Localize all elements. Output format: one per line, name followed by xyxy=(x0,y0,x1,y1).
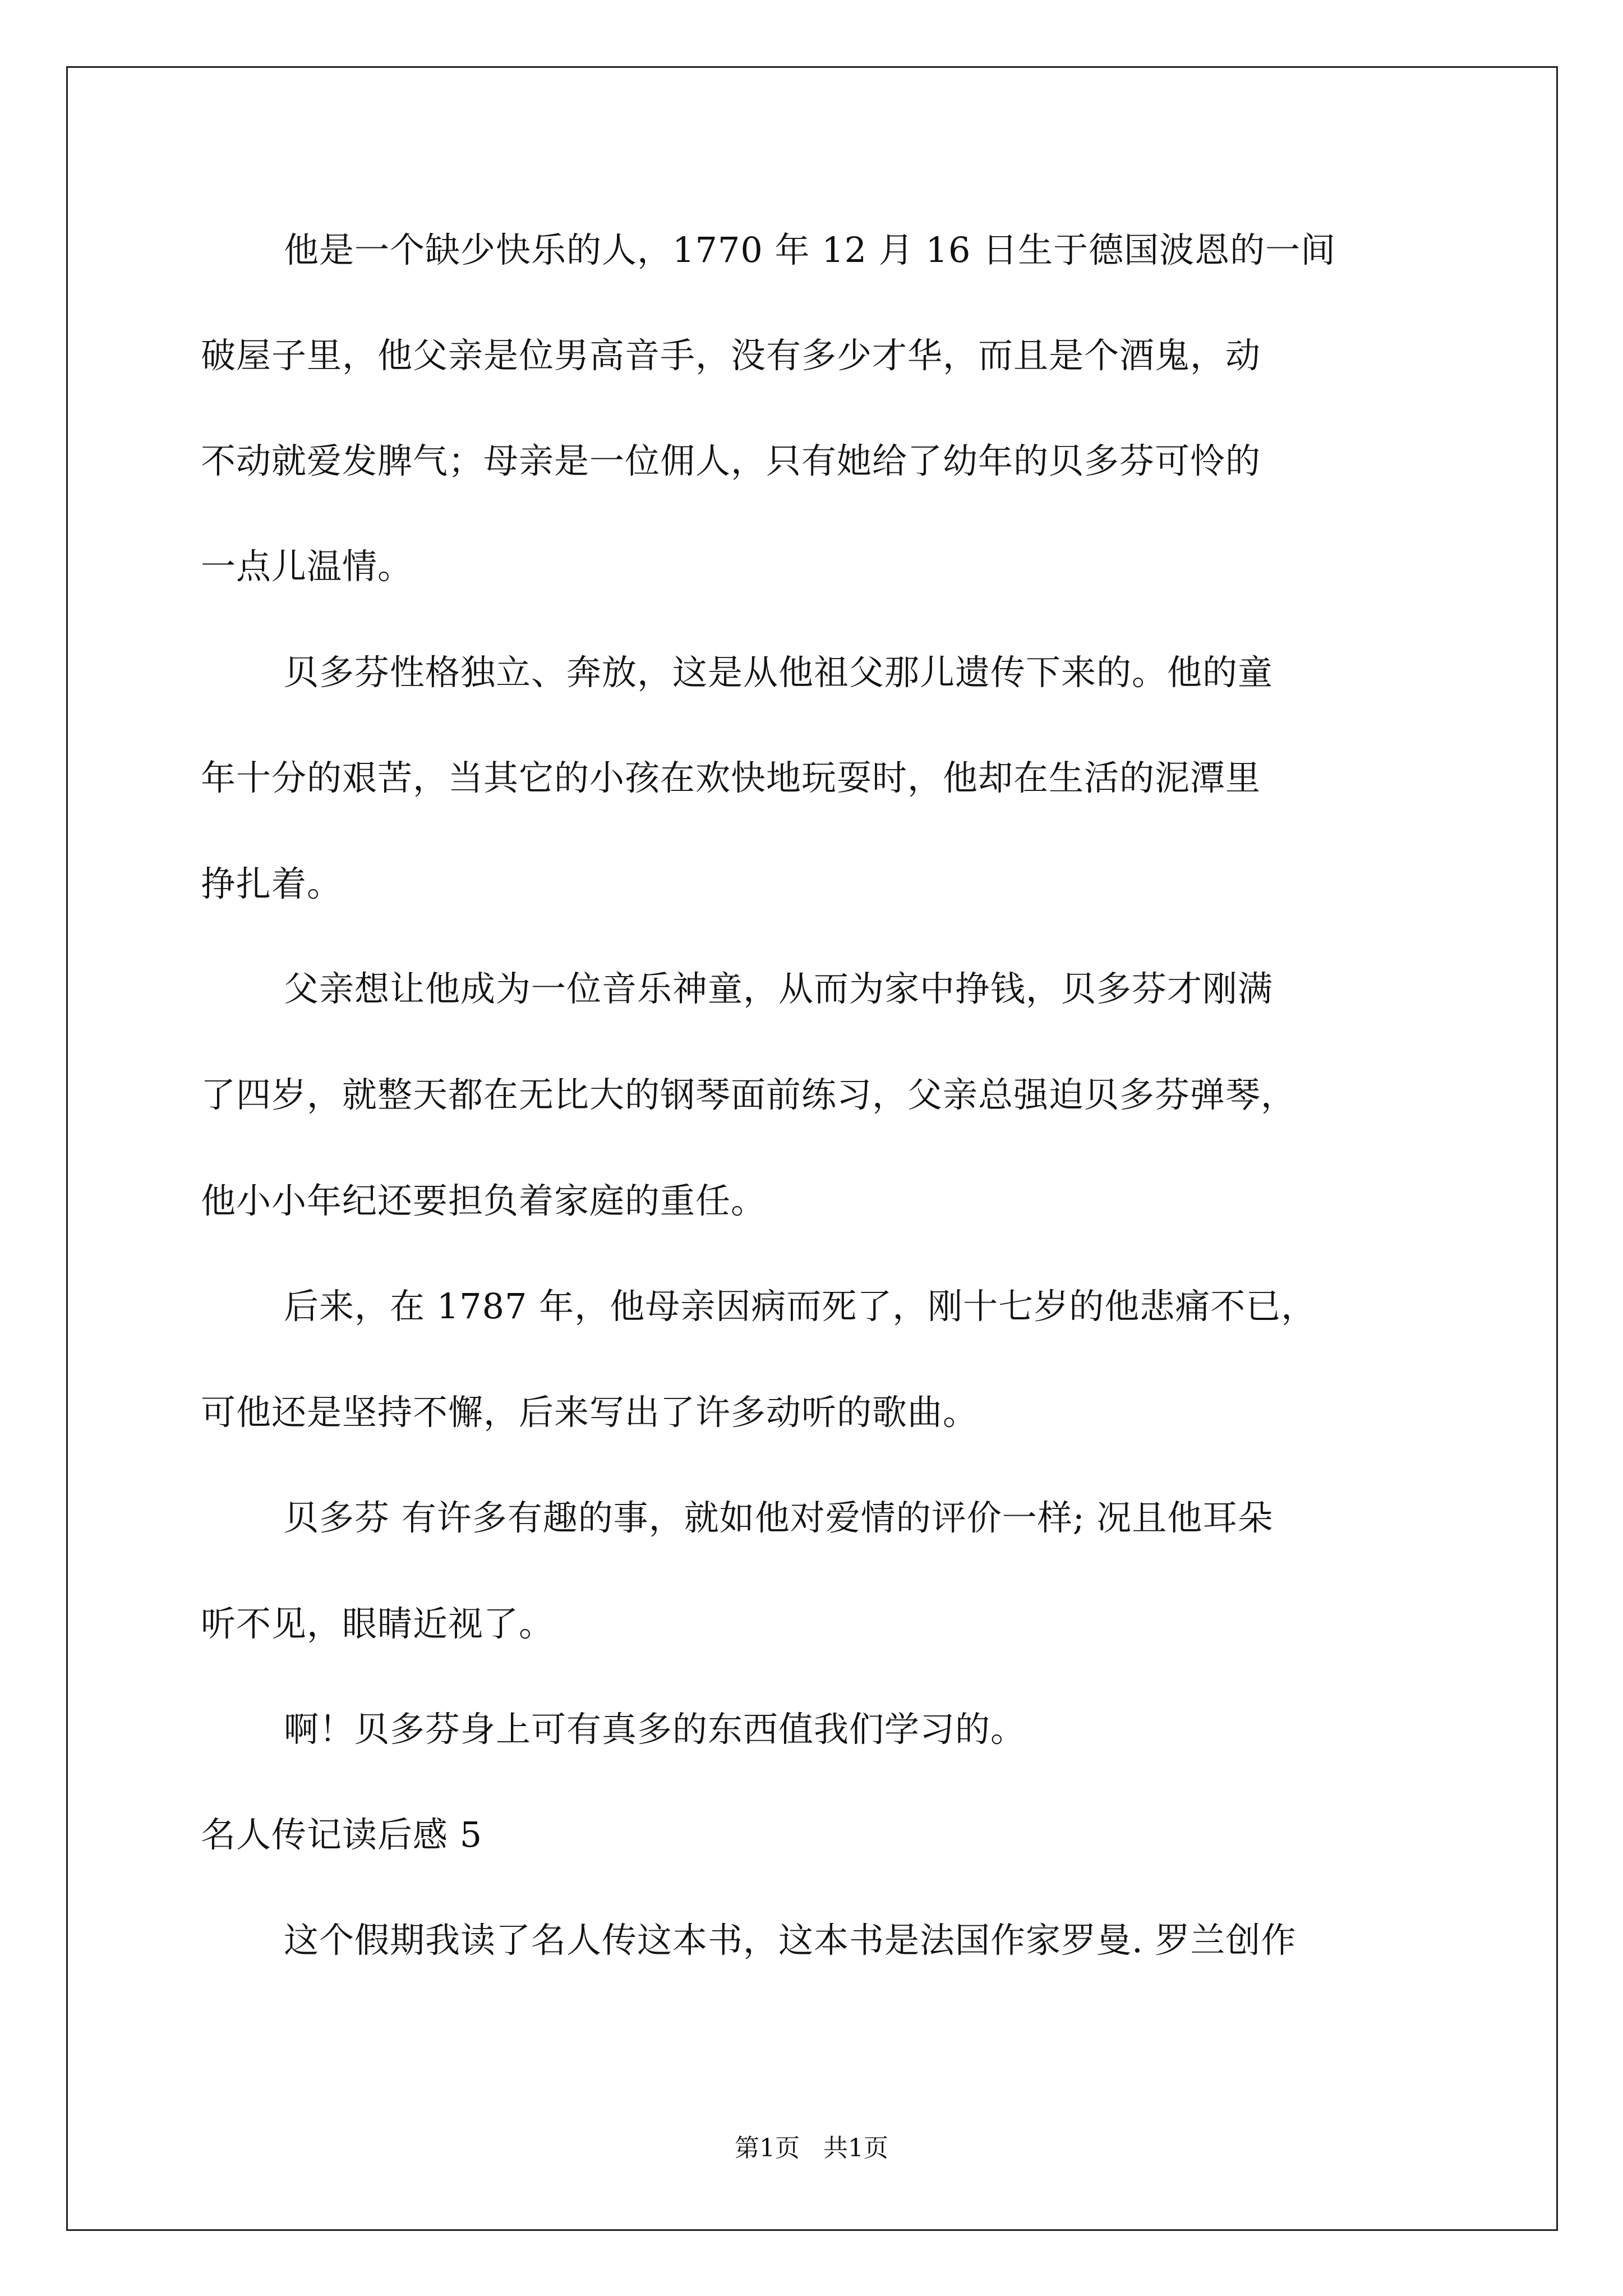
text-line: 啊！贝多芬身上可有真多的东西值我们学习的。 xyxy=(284,1709,1026,1750)
text-line: 不动就爱发脾气；母亲是一位佣人，只有她给了幼年的贝多芬可怜的 xyxy=(201,440,1261,481)
text-line: 了四岁，就整天都在无比大的钢琴面前练习，父亲总强迫贝多芬弹琴， xyxy=(201,1074,1297,1115)
section-heading: 名人传记读后感 5 xyxy=(201,1814,483,1855)
text-line: 一点儿温情。 xyxy=(201,546,413,587)
text-line: 后来，在 1787 年，他母亲因病而死了，刚十七岁的他悲痛不已， xyxy=(284,1286,1317,1327)
text-line: 年十分的艰苦，当其它的小孩在欢快地玩耍时，他却在生活的泥潭里 xyxy=(201,757,1261,798)
page-number-footer: 第1页 共1页 xyxy=(735,2134,888,2162)
text-line: 贝多芬 有许多有趣的事，就如他对爱情的评价一样; 况且他耳朵 xyxy=(284,1497,1274,1538)
text-line: 可他还是坚持不懈，后来写出了许多动听的歌曲。 xyxy=(201,1392,979,1433)
page-border xyxy=(66,66,1558,2231)
text-line: 贝多芬性格独立、奔放，这是从他祖父那儿遗传下来的。他的童 xyxy=(284,652,1274,693)
text-line: 父亲想让他成为一位音乐神童，从而为家中挣钱，贝多芬才刚满 xyxy=(284,968,1274,1009)
text-line: 他是一个缺少快乐的人，1770 年 12 月 16 日生于德国波恩的一间 xyxy=(284,229,1336,270)
text-line: 破屋子里，他父亲是位男高音手，没有多少才华，而且是个酒鬼，动 xyxy=(201,335,1261,376)
text-line: 挣扎着。 xyxy=(201,863,343,904)
text-line: 他小小年纪还要担负着家庭的重任。 xyxy=(201,1180,767,1221)
text-line: 听不见，眼睛近视了。 xyxy=(201,1603,555,1644)
text-line: 这个假期我读了名人传这本书，这本书是法国作家罗曼. 罗兰创作 xyxy=(284,1920,1297,1961)
